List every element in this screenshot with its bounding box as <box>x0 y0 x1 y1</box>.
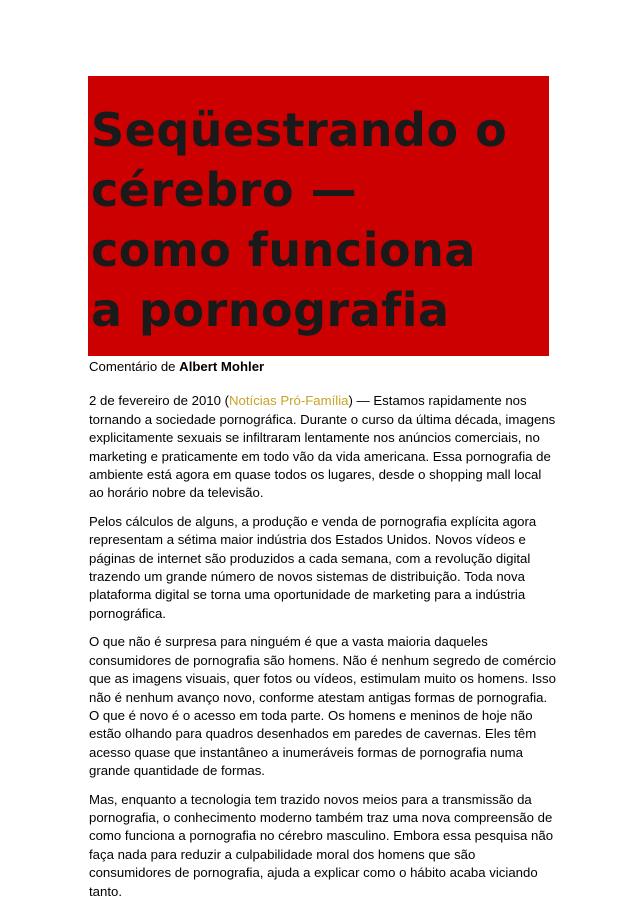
author-name: Albert Mohler <box>179 359 265 374</box>
paragraph-2: Pelos cálculos de alguns, a produção e venda de pornografia explícita agora representam a sétima maior indústria dos Estados Unidos. Novos vídeos e páginas de internet são produzidos a cada semana, com a revolução digital trazendo um grande número de novos sistemas de distribuição. Toda nova plataforma digital se torna uma oportunidade de marketing para a indústria pornográfica. <box>89 513 537 621</box>
title-banner <box>88 76 549 356</box>
article-body <box>89 358 559 911</box>
byline-prefix: Comentário de <box>89 359 180 374</box>
byline <box>89 358 559 376</box>
article-title: Seqüestrando o cérebro — como funciona a pornografia <box>91 103 508 337</box>
paragraph-1-text: ) — Estamos rapidamente nos tornando a sociedade pornográfica. Durante o curso da última década, imagens explicitamente sexuais se infiltraram lentamente nos anúncios comerciais, no marketing e praticamente em todo vão da vida americana. Essa pornografia de ambiente está agora em quase todos os lugares, desde o shopping mall local ao horário nobre da televisão. <box>89 393 556 501</box>
paragraph-3: O que não é surpresa para ninguém é que a vasta maioria daqueles consumidores de pornografia são homens. Não é nenhum segredo de comércio que as imagens visuais, quer fotos ou vídeos, estimulam muito os homens. Isso não é nenhum avanço novo, conforme atestam antigas formas de pornografia. O que é novo é o acesso em toda parte. Os homens e meninos de hoje não estão olhando para quadros desenhados em paredes de cavernas. Eles têm acesso quase que instantâneo a inumeráveis formas de pornografia numa grande quantidade de formas. <box>89 634 556 779</box>
paragraph-1 <box>89 392 559 502</box>
paragraph-4: Mas, enquanto a tecnologia tem trazido novos meios para a transmissão da pornografia, o conhecimento moderno também traz uma nova compreensão de como funciona a pornografia no cérebro masculino. Embora essa pesquisa não faça nada para reduzir a culpabilidade moral dos homens que são consumidores de pornografia, ajuda a explicar como o hábito acaba viciando tanto. <box>89 791 554 899</box>
paragraph-1-date: 2 de fevereiro de 2010 ( <box>89 393 230 409</box>
source-link[interactable]: Notícias Pró-Família <box>229 393 349 409</box>
